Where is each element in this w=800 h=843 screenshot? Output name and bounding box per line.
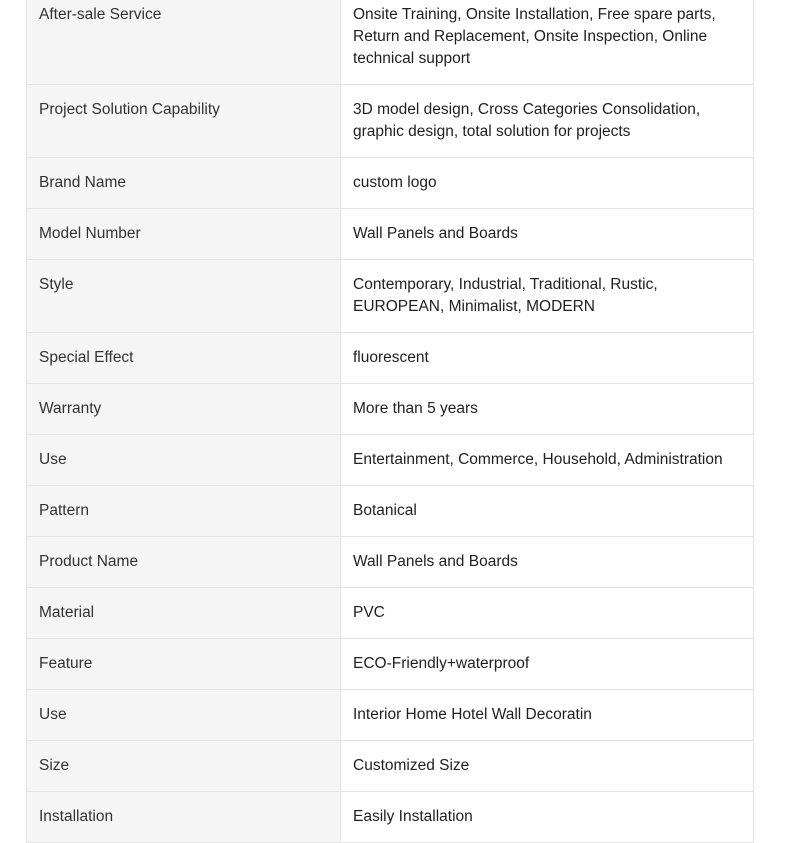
spec-value: Easily Installation [341,792,753,842]
table-row [27,333,753,384]
spec-key: Brand Name [27,158,341,208]
spec-value: fluorescent [341,333,753,383]
table-row [27,537,753,588]
spec-table [26,0,754,843]
spec-value: Wall Panels and Boards [341,537,753,587]
spec-key: Special Effect [27,333,341,383]
spec-key: Style [27,260,341,332]
spec-value: Entertainment, Commerce, Household, Administration [341,435,753,485]
table-row [27,0,753,85]
table-row [27,486,753,537]
table-row [27,209,753,260]
spec-value: Contemporary, Industrial, Traditional, Rustic, EUROPEAN, Minimalist, MODERN [341,260,753,332]
table-row [27,639,753,690]
spec-key: Use [27,435,341,485]
spec-value: Botanical [341,486,753,536]
table-row [27,690,753,741]
spec-key: After-sale Service [27,0,341,84]
table-row [27,588,753,639]
table-row [27,435,753,486]
spec-key: Pattern [27,486,341,536]
spec-key: Model Number [27,209,341,259]
spec-value: Wall Panels and Boards [341,209,753,259]
spec-value: ECO-Friendly+waterproof [341,639,753,689]
spec-key: Product Name [27,537,341,587]
table-row [27,158,753,209]
table-row [27,85,753,158]
spec-key: Use [27,690,341,740]
spec-value: More than 5 years [341,384,753,434]
table-row [27,384,753,435]
spec-key: Installation [27,792,341,842]
spec-key: Feature [27,639,341,689]
spec-value: Onsite Training, Onsite Installation, Free spare parts, Return and Replacement, Onsite Inspection, Online technical support [341,0,753,84]
spec-value: PVC [341,588,753,638]
table-row [27,741,753,792]
table-row [27,260,753,333]
spec-key: Material [27,588,341,638]
spec-key: Warranty [27,384,341,434]
spec-key: Size [27,741,341,791]
spec-value: 3D model design, Cross Categories Consolidation, graphic design, total solution for projects [341,85,753,157]
spec-key: Project Solution Capability [27,85,341,157]
spec-value: custom logo [341,158,753,208]
spec-value: Interior Home Hotel Wall Decoratin [341,690,753,740]
spec-value: Customized Size [341,741,753,791]
